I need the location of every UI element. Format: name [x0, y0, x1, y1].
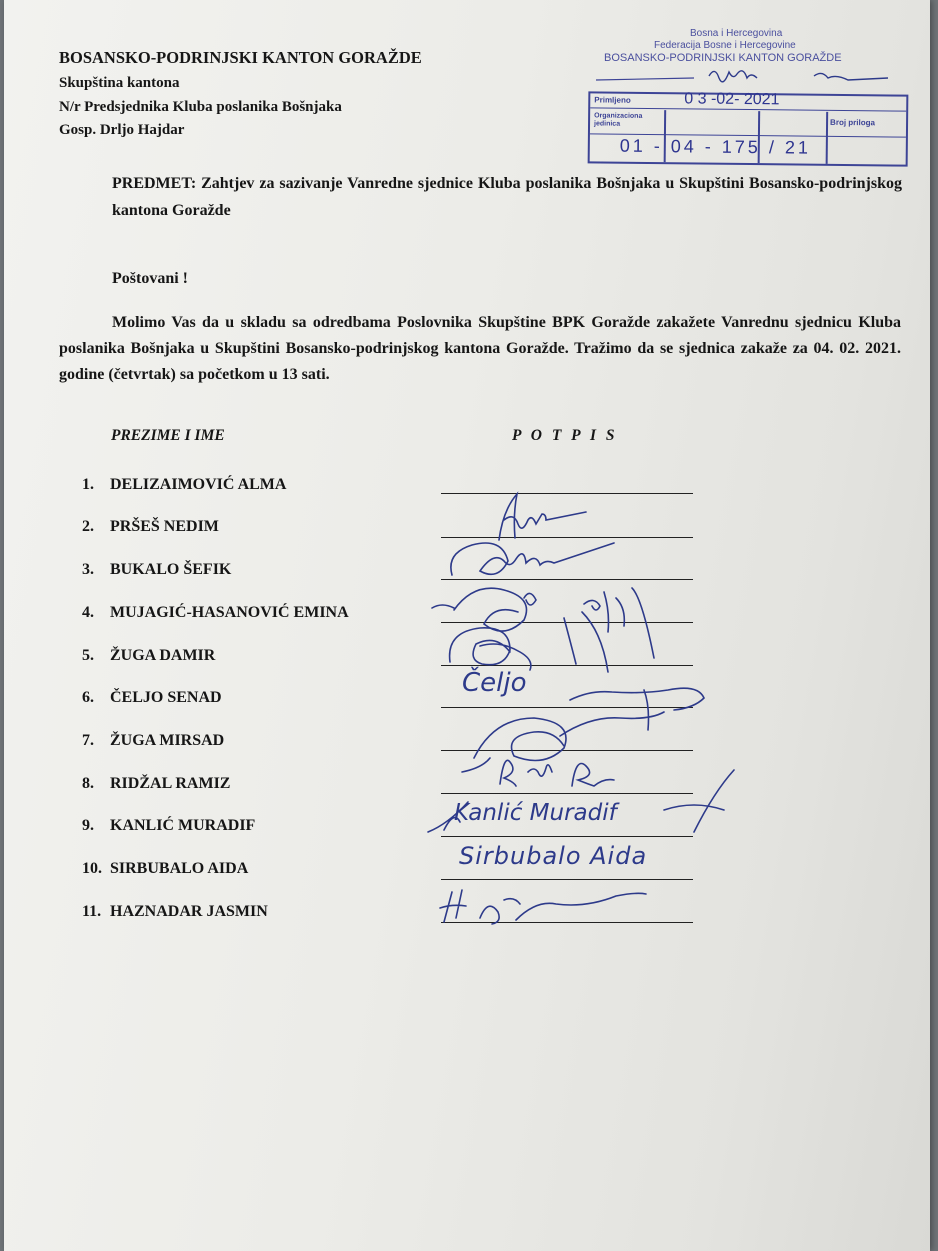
signature-sirbubalo: Sirbubalo Aida: [459, 842, 648, 870]
member-row: 6. ČELJO SENAD: [82, 689, 222, 706]
stamp-reg-number: 01 - 04 - 175 / 21: [619, 135, 812, 158]
letter-greeting: Poštovani !: [112, 270, 188, 287]
signature-line: [441, 836, 693, 837]
signature-line: [441, 750, 693, 751]
signature-celjo: Čeljo: [462, 668, 527, 698]
stamp-received-label: Primljeno: [594, 95, 631, 105]
member-row: 11. HAZNADAR JASMIN: [82, 903, 268, 920]
member-row: 7. ŽUGA MIRSAD: [82, 732, 225, 749]
stamp-received-date: 0 3 -02- 2021: [684, 90, 780, 109]
header-assembly: Skupština kantona: [59, 75, 180, 91]
member-row: 3. BUKALO ŠEFIK: [82, 561, 232, 578]
member-row: 4. MUJAGIĆ-HASANOVIĆ EMINA: [82, 604, 349, 621]
registry-stamp: [588, 91, 909, 166]
signature-line: [441, 493, 693, 494]
stamp-org-label: Organizaciona jedinica: [594, 112, 643, 128]
stamp-line-federation: Federacija Bosne i Hercegovine: [654, 40, 796, 51]
signature-kanlic: Kanlić Muradif: [454, 800, 617, 826]
header-canton: BOSANSKO-PODRINJSKI KANTON GORAŽDE: [59, 48, 422, 67]
member-row: 5. ŽUGA DAMIR: [82, 647, 216, 664]
member-row: 2. PRŠEŠ NEDIM: [82, 518, 219, 535]
column-header-name: PREZIME I IME: [111, 427, 225, 444]
stamp-line-country: Bosna i Hercegovina: [690, 28, 783, 39]
member-row: 8. RIDŽAL RAMIZ: [82, 775, 231, 792]
signature-line: [441, 579, 693, 580]
header-recipient: Gosp. Drljo Hajdar: [59, 122, 185, 138]
signature-line: [441, 922, 693, 923]
signature-line: [441, 665, 693, 666]
member-row: 9. KANLIĆ MURADIF: [82, 817, 256, 834]
stamp-attach-label: Broj priloga: [830, 117, 876, 128]
signature-line: [441, 879, 693, 880]
member-row: 1. DELIZAIMOVIĆ ALMA: [82, 476, 287, 493]
signature-line: [441, 707, 693, 708]
letter-subject: PREDMET: Zahtjev za sazivanje Vanredne sjednice Kluba poslanika Bošnjaka u Skupštini Bosansko-podrinjskog kantona Goražde: [112, 175, 902, 219]
stamp-line-canton: BOSANSKO-PODRINJSKI KANTON GORAŽDE: [604, 52, 842, 64]
column-header-signature: P O T P I S: [512, 427, 618, 444]
document-page: [4, 0, 930, 1251]
signature-line: [441, 537, 693, 538]
stamp-initials-scribble: [594, 62, 914, 92]
signature-line: [441, 622, 693, 623]
member-row: 10. SIRBUBALO AIDA: [82, 860, 249, 877]
header-attention: N/r Predsjednika Kluba poslanika Bošnjaka: [59, 99, 342, 115]
letter-body: Molimo Vas da u skladu sa odredbama Poslovnika Skupštine BPK Goražde zakažete Vanrednu sjednicu Kluba poslanika Bošnjaka u Skupštini Bosansko-podrinjskog kantona Goražde. Tražimo da se sjednica zakaže za 04. 02. 2021. godine (četvrtak) sa početkom u 13 sati.: [59, 314, 901, 383]
signature-line: [441, 793, 693, 794]
